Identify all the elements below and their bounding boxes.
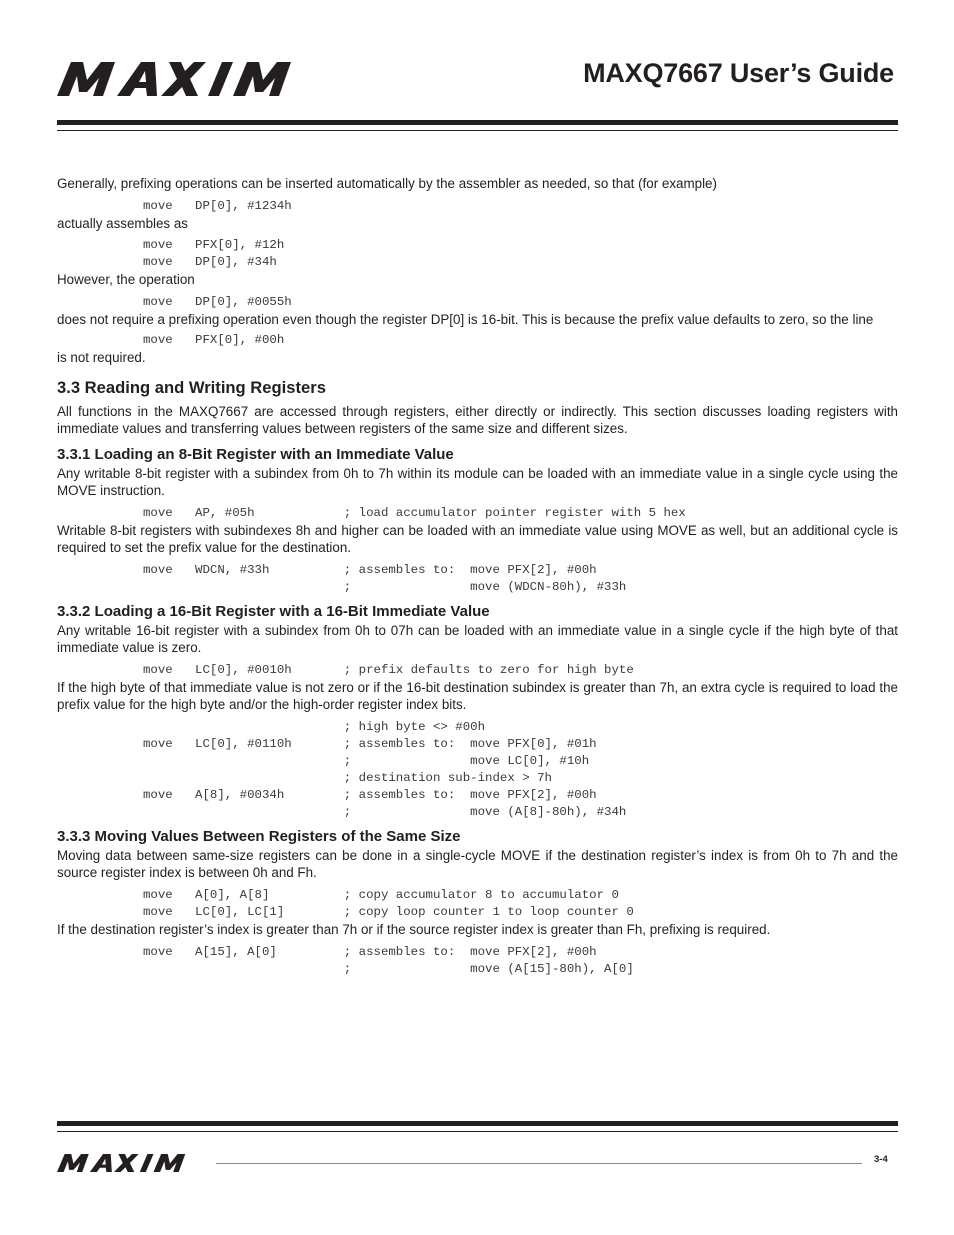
document-title: MAXQ7667 User’s Guide (583, 58, 894, 88)
section-3-3-1-code1: move AP, #05h ; load accumulator pointer register with 5 hex (143, 506, 686, 520)
section-3-3-3-text1: Moving data between same-size registers can be done in a single-cycle MOVE if the destination register’s index is from 0h to 7h and the source register index is between 0h and Fh. (57, 848, 898, 880)
does-not-paragraph: does not require a prefixing operation even though the register DP[0] is 16-bit. This is because the prefix value defaults to zero, so the line (57, 312, 874, 327)
code-example-2: move PFX[0], #12h move DP[0], #34h (143, 238, 285, 269)
section-3-3-3-code1: move A[0], A[8] ; copy accumulator 8 to accumulator 0 move LC[0], LC[1] ; copy loop counter 1 to loop counter 0 (143, 888, 634, 919)
footer-divider (216, 1163, 862, 1164)
section-3-3-3-heading: 3.3.3 Moving Values Between Registers of the Same Size (57, 828, 461, 845)
section-3-3-1-text2: Writable 8-bit registers with subindexes 8h and higher can be loaded with an immediate value using MOVE as well, but an additional cycle is required to set the prefix value for the destination. (57, 523, 898, 555)
section-3-3-text: All functions in the MAXQ7667 are accessed through registers, either directly or indirectly. This section discusses loading registers with immediate values and transferring values between registers of the same size and different sizes. (57, 404, 898, 436)
section-3-3-1-code2: move WDCN, #33h ; assembles to: move PFX[2], #00h ; move (WDCN-80h), #33h (143, 563, 627, 594)
section-3-3-2-code1: move LC[0], #0010h ; prefix defaults to zero for high byte (143, 663, 634, 677)
section-3-3-1-heading: 3.3.1 Loading an 8-Bit Register with an Immediate Value (57, 446, 454, 463)
code-example-3: move DP[0], #0055h (143, 295, 292, 309)
footer-rule-thick (57, 1121, 898, 1126)
header-rule-thick (57, 120, 898, 125)
section-3-3-2-text1: Any writable 16-bit register with a subindex from 0h to 07h can be loaded with an immediate value in a single cycle if the high byte of that immediate value is zero. (57, 623, 898, 655)
code-example-4: move PFX[0], #00h (143, 333, 285, 347)
section-3-3-heading: 3.3 Reading and Writing Registers (57, 378, 326, 397)
header-rule-thin (57, 130, 898, 131)
not-required-paragraph: is not required. (57, 350, 146, 365)
page-number: 3-4 (874, 1154, 888, 1165)
however-paragraph: However, the operation (57, 272, 195, 287)
section-3-3-2-text2: If the high byte of that immediate value is not zero or if the 16-bit destination subindex is greater than 7h, an extra cycle is required to load the prefix value for the high byte and/or the high-order register index bits. (57, 680, 898, 712)
section-3-3-2-code2: ; high byte <> #00h move LC[0], #0110h ; assembles to: move PFX[0], #01h ; move LC[0], #10h ; destination sub-index > 7h move A[8], #0034h ; assembles to: move PFX[2], #00h ; move (A[8]-80h), #34h (143, 720, 627, 819)
intro-paragraph: Generally, prefixing operations can be inserted automatically by the assembler as needed, so that (for example) (57, 176, 717, 191)
actually-paragraph: actually assembles as (57, 216, 188, 231)
footer-maxim-logo-icon (57, 1153, 205, 1173)
page-content (57, 175, 898, 978)
code-example-1: move DP[0], #1234h (143, 199, 292, 213)
section-3-3-3-code2: move A[15], A[0] ; assembles to: move PFX[2], #00h ; move (A[15]-80h), A[0] (143, 945, 634, 976)
section-3-3-2-heading: 3.3.2 Loading a 16-Bit Register with a 16-Bit Immediate Value (57, 603, 490, 620)
footer-rule-thin (57, 1131, 898, 1132)
maxim-logo-icon (57, 60, 327, 98)
section-3-3-1-text1: Any writable 8-bit register with a subindex from 0h to 7h within its module can be loaded with an immediate value in a single cycle using the MOVE instruction. (57, 466, 898, 498)
section-3-3-3-text2: If the destination register’s index is greater than 7h or if the source register index is greater than Fh, prefixing is required. (57, 922, 771, 937)
